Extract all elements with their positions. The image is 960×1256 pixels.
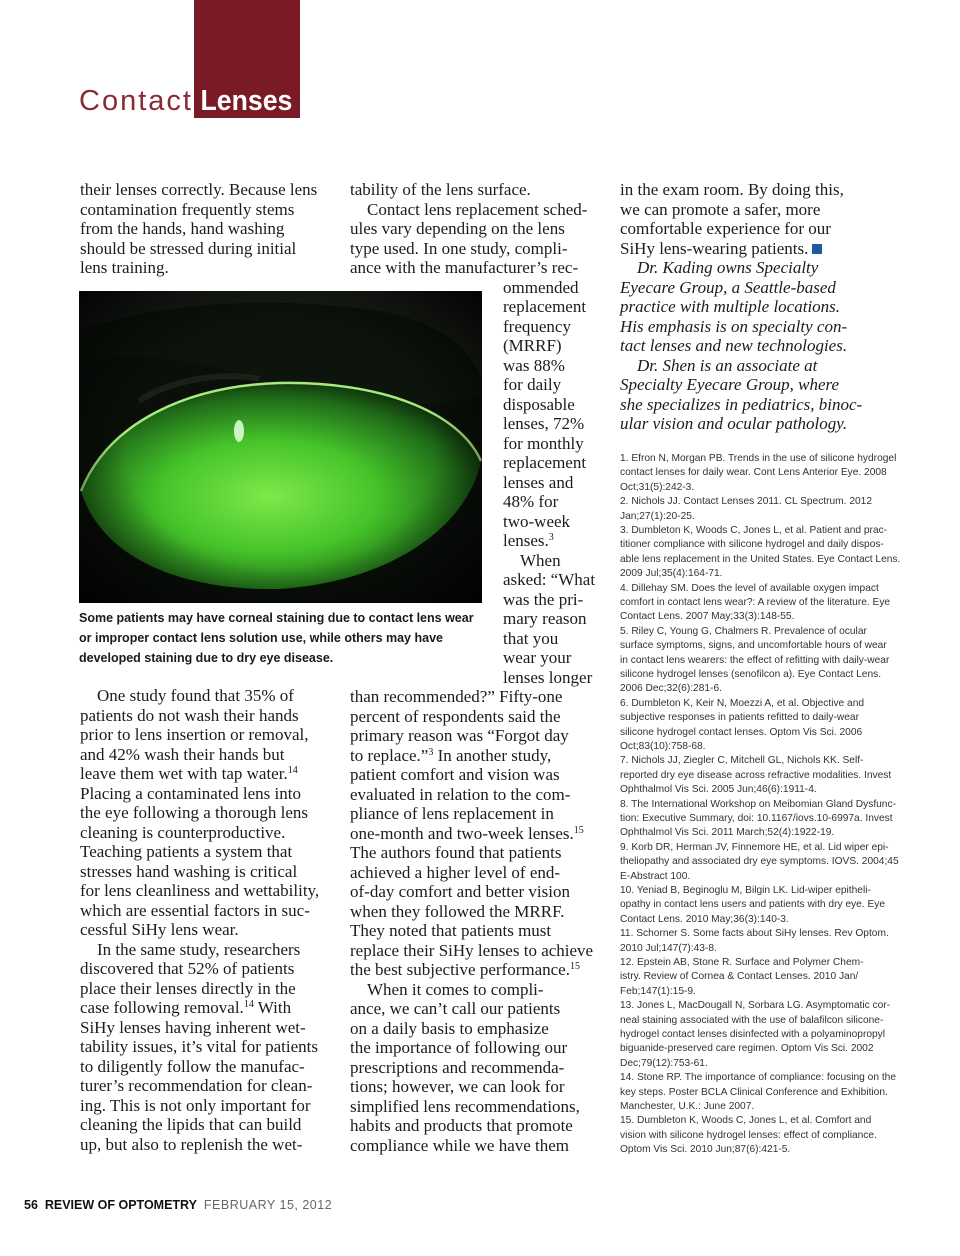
reference-line: 2010 Jul;147(7):43-8.: [620, 942, 717, 954]
magazine-name: REVIEW OF OPTOMETRY: [44, 1198, 197, 1212]
text-line: mary reason: [503, 609, 587, 628]
reference-line: hydrogel contact lenses disinfected with a polyaminopropyl: [620, 1029, 886, 1040]
text-line: the best subjective performance.$^{15}$: [350, 960, 580, 979]
text-line: one-month and two-week lenses.$^{15}$: [350, 823, 584, 843]
author-bio-line: ular vision and ocular pathology.: [620, 414, 848, 433]
citation-15: 15: [569, 961, 580, 972]
section-word-contact: Contact: [79, 85, 193, 117]
text-line: frequency: [503, 316, 571, 336]
reference-line: contact lenses for daily wear. Cont Lens Anterior Eye. 2008: [620, 467, 887, 479]
reference-line: opathy in contact lens users and patients with dry eye. Eye: [620, 899, 886, 911]
text-line: replace their SiHy lenses to achieve: [350, 940, 594, 960]
reference-line: silicone hydrogel lenses (senofilcon a). Eye Contact Lens.: [620, 669, 882, 680]
text-line: compliance while we have them: [350, 1135, 570, 1155]
eye-illustration: [79, 291, 482, 603]
reference-line: istry. Review of Cornea & Contact Lenses. 2010 Jan/: [620, 971, 859, 983]
reference-line: 15. Dumbleton K, Woods C, Jones L, et al. Comfort and: [620, 1115, 872, 1127]
reference-line: 12. Epstein AB, Stone R. Surface and Polymer Chem-: [620, 957, 864, 968]
text-line: from the hands, hand washing: [80, 219, 285, 238]
text-line: simplified lens recommendations,: [350, 1096, 580, 1116]
text-line: SiHy lens-wearing patients.: [620, 239, 822, 259]
text-line: turer’s recommendation for clean-: [80, 1076, 313, 1095]
text-line: in the exam room. By doing this,: [620, 180, 844, 199]
reference-line: 4. Dillehay SM. Does the level of available oxygen impact: [620, 582, 879, 594]
reference-line: Dec;79(12):753-61.: [620, 1057, 708, 1069]
end-of-article-square-icon: [812, 244, 822, 254]
text-line: patients do not wash their hands: [80, 705, 299, 725]
reference-line: biguanide-preserved care regimen. Optom Vis Sci. 2002: [620, 1043, 874, 1055]
text-line: was the pri-: [503, 589, 584, 609]
reference-line: subjective responses in patients refitted to daily-wear: [620, 712, 859, 724]
text-line: place their lenses directly in the: [80, 978, 296, 998]
text-line: evaluated in relation to the com-: [350, 784, 571, 804]
caption-line: developed staining due to dry eye disease.: [79, 651, 334, 665]
text-line: for monthly: [503, 433, 584, 453]
author-bio-line: Specialty Eyecare Group, where: [620, 375, 840, 394]
reference-line: Jan;27(1):20-25.: [620, 510, 695, 522]
reference-line: key steps. Poster BCLA Clinical Conference and Exhibition.: [620, 1086, 888, 1098]
reference-line: able lens replacement in the United States. Eye Contact Lens.: [620, 553, 901, 565]
text-line: They noted that patients must: [350, 921, 552, 940]
text-line: Placing a contaminated lens into: [80, 783, 301, 803]
text-line: lenses longer: [503, 667, 593, 687]
text-line: when they followed the MRRF.: [350, 901, 565, 921]
reference-line: in contact lens wearers: the effect of refitting with daily-wear: [620, 654, 890, 666]
section-title-dark: [194, 80, 300, 118]
text-line: contamination frequently stems: [80, 199, 295, 219]
text-line: lenses and: [503, 472, 574, 492]
text-line: lenses.$^3$: [503, 531, 554, 550]
text-line: ing. This is not only important for: [80, 1095, 311, 1115]
reference-line: 2. Nichols JJ. Contact Lenses 2011. CL Spectrum. 2012: [620, 496, 872, 508]
text-line: ance with the manufacturer’s rec-: [350, 258, 579, 277]
reference-line: 10. Yeniad B, Beginoglu M, Bilgin LK. Lid-wiper epitheli-: [620, 885, 871, 896]
text-line: cessful SiHy lens wear.: [80, 920, 239, 939]
text-line: replacement: [503, 297, 587, 316]
reference-line: Ophthalmol Vis Sci. 2005 Jun;46(6):1911-4.: [620, 784, 817, 796]
reference-line: 2009 Jul;35(4):164-71.: [620, 568, 723, 580]
text-line: prescriptions and recommenda-: [350, 1057, 565, 1077]
author-bio-line: Dr. Shen is an associate at: [637, 355, 818, 375]
reference-line: 9. Korb DR, Herman JV, Finnemore HE, et al. Lid wiper epi-: [620, 841, 889, 853]
reference-line: Oct;83(10):758-68.: [620, 741, 706, 752]
text-line: tions; however, we can look for: [350, 1077, 565, 1096]
reference-line: comfort in contact lens wear?: A review of the literature. Eye: [620, 597, 891, 608]
reference-line: 6. Dumbleton K, Keir N, Moezzi A, et al. Objective and: [620, 697, 865, 709]
reference-line: surface symptoms, signs, and uncomfortable hours of wear: [620, 640, 887, 652]
citation-3: 3: [428, 746, 434, 758]
text-line: patient comfort and vision was: [350, 765, 560, 784]
text-line: When it comes to compli-: [367, 979, 544, 999]
text-line: Teaching patients a system that: [80, 842, 293, 861]
reference-line: reported dry eye disease across refractive modalities. Invest: [620, 769, 892, 781]
text-line: for daily: [503, 375, 562, 394]
text-line: disposable: [503, 394, 575, 414]
reference-line: silicone hydrogel contact lenses. Optom Vis Sci. 2006: [620, 726, 863, 738]
text-line: cleaning the lipids that can build: [80, 1115, 302, 1134]
author-bio-line: tact lenses and new technologies.: [620, 336, 848, 355]
text-line: When: [520, 550, 561, 570]
text-line: stresses hand washing is critical: [80, 861, 298, 881]
text-line: type used. In one study, compli-: [350, 238, 568, 258]
reference-line: 2006 Dec;32(6):281-6.: [620, 683, 722, 695]
text-line: and 42% wash their hands but: [80, 744, 285, 764]
section-title-light: [79, 80, 194, 118]
page-footer: [24, 1198, 332, 1212]
text-line: for lens cleanliness and wettability,: [80, 881, 320, 900]
reference-line: theliopathy and associated dry eye symptoms. IOVS. 2004;45: [620, 856, 899, 868]
reference-line: vision with silicone hydrogel lenses: effect of compliance.: [620, 1129, 877, 1141]
reference-line: 14. Stone RP. The importance of compliance: focusing on the: [620, 1072, 896, 1084]
reference-line: Feb;147(1):15-9.: [620, 985, 696, 997]
citation-14: 14: [287, 765, 298, 776]
citation-3: 3: [548, 532, 554, 543]
reference-line: titioner compliance with silicone hydrogel and daily dispos-: [620, 539, 884, 551]
issue-date: FEBRUARY 15, 2012: [203, 1198, 333, 1212]
text-line: two-week: [503, 511, 571, 531]
citation-14: 14: [243, 999, 254, 1010]
text-line: lenses, 72%: [503, 414, 585, 433]
reference-line: 13. Jones L, MacDougall N, Sorbara LG. Asymptomatic cor-: [620, 1000, 891, 1012]
text-line: to replace.”$^3$ In another study,: [350, 745, 552, 765]
text-line: was 88%: [503, 355, 565, 375]
reference-line: tion: Executive Summary, doi: 10.1167/iovs.10-6997a. Invest: [620, 813, 893, 824]
reference-line: E-Abstract 100.: [620, 870, 691, 882]
text-line: case following removal.$^{14}$ With: [80, 998, 292, 1017]
reference-line: 11. Schorner S. Some facts about SiHy lenses. Rev Optom.: [620, 928, 889, 940]
text-line: (MRRF): [503, 336, 562, 355]
reference-line: Contact Lens. 2010 May;36(3):140-3.: [620, 913, 789, 925]
reference-line: Manchester, U.K.: June 2007.: [620, 1101, 755, 1112]
text-line: discovered that 52% of patients: [80, 959, 295, 978]
author-bio-line: Dr. Kading owns Specialty: [637, 258, 819, 277]
reference-line: Contact Lens. 2007 May;33(3):148-55.: [620, 611, 795, 623]
text-line: The authors found that patients: [350, 843, 562, 862]
author-bio-line: Eyecare Group, a Seattle-based: [620, 277, 836, 297]
text-line: pliance of lens replacement in: [350, 804, 554, 823]
page-number: 56: [24, 1198, 38, 1212]
text-line: tability issues, it’s vital for patients: [80, 1037, 318, 1056]
text-line: SiHy lenses having inherent wet-: [80, 1017, 306, 1037]
text-line: to diligently follow the manufac-: [80, 1056, 305, 1076]
text-line: which are essential factors in suc-: [80, 900, 310, 920]
author-bio-line: His emphasis is on specialty con-: [620, 316, 848, 336]
reference-line: 5. Riley C, Young G, Chalmers R. Prevalence of ocular: [620, 625, 867, 637]
text-line: 48% for: [503, 492, 559, 511]
reference-line: Oct;31(5):242-3.: [620, 481, 695, 493]
text-line: their lenses correctly. Because lens: [80, 180, 318, 199]
text-line: habits and products that promote: [350, 1116, 573, 1135]
reference-line: Optom Vis Sci. 2010 Jun;87(6):421-5.: [620, 1144, 791, 1156]
section-word-lenses: Lenses: [200, 85, 293, 117]
text-line: prior to lens insertion or removal,: [80, 725, 309, 744]
reference-line: 7. Nichols JJ, Ziegler C, Mitchell GL, Nichols KK. Self-: [620, 755, 864, 767]
reference-line: 3. Dumbleton K, Woods C, Jones L, et al. Patient and prac-: [620, 525, 888, 536]
text-line: wear your: [503, 648, 572, 667]
text-line: up, but also to replenish the wet-: [80, 1134, 303, 1154]
text-line: Contact lens replacement sched-: [367, 199, 588, 219]
text-line: percent of respondents said the: [350, 706, 561, 726]
reference-line: Ophthalmol Vis Sci. 2011 March;52(4):1922-19.: [620, 827, 835, 839]
reference-line: 8. The International Workshop on Meibomian Gland Dysfunc-: [620, 798, 896, 810]
caption-line: Some patients may have corneal staining due to contact lens wear: [79, 611, 474, 625]
author-bio-line: practice with multiple locations.: [620, 297, 841, 316]
text-line: ommended: [503, 277, 579, 297]
header-color-bar: [194, 0, 300, 80]
text-line: comfortable experience for our: [620, 219, 831, 238]
caption-line: or improper contact lens solution use, while others may have: [79, 631, 443, 645]
text-line: primary reason was “Forgot day: [350, 726, 569, 745]
corneal-staining-photo: [79, 291, 482, 603]
text-line: leave them wet with tap water.$^{14}$: [80, 764, 298, 783]
text-line: we can promote a safer, more: [620, 199, 821, 219]
text-line: should be stressed during initial: [80, 238, 297, 258]
text-line: replacement: [503, 453, 587, 472]
text-line: ules vary depending on the lens: [350, 219, 565, 238]
text-line: achieved a higher level of end-: [350, 862, 561, 882]
text-line: of-day comfort and better vision: [350, 882, 570, 901]
text-line: than recommended?” Fifty-one: [350, 687, 563, 706]
text-line: In the same study, researchers: [97, 939, 301, 959]
text-line: on a daily basis to emphasize: [350, 1018, 549, 1038]
author-bio-line: she specializes in pediatrics, binoc-: [620, 394, 863, 414]
text-line: that you: [503, 628, 559, 648]
text-line: the eye following a thorough lens: [80, 803, 309, 822]
reference-line: 1. Efron N, Morgan PB. Trends in the use of silicone hydrogel: [620, 453, 897, 464]
text-line: ance, we can’t call our patients: [350, 999, 561, 1018]
text-line: One study found that 35% of: [97, 686, 294, 705]
text-line: the importance of following our: [350, 1038, 568, 1057]
text-line: lens training.: [80, 258, 169, 277]
citation-15: 15: [573, 824, 584, 836]
text-line: cleaning is counterproductive.: [80, 822, 286, 842]
reference-line: neal staining associated with the use of balafilcon silicone-: [620, 1014, 884, 1026]
text-line: asked: “What: [503, 570, 596, 589]
text-line: tability of the lens surface.: [350, 180, 531, 199]
